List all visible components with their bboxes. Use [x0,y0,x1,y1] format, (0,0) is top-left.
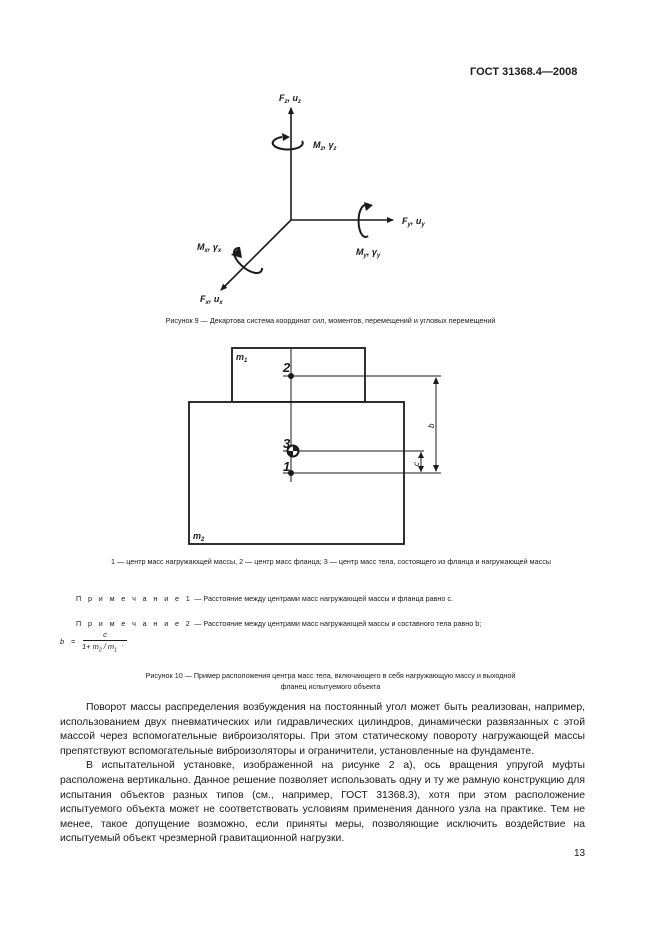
figure-9-coordinate-diagram [0,0,661,340]
page-number: 13 [574,848,586,859]
figure-9-caption: Рисунок 9 — Декартова система координат сил, моментов, перемещений и угловых перемещений [165,316,496,325]
figure-10-caption: Рисунок 10 — Пример расположения центра масс тела, включающего в себя нагружающую массу и выходной фланец испытуемого объекта [145,671,516,691]
dim-c-label: c [412,462,421,466]
loading-mass-block [232,348,365,402]
point-1-label: 1 [283,459,291,474]
point-3-label: 3 [283,436,291,451]
figure-10-mass-diagram [0,340,661,550]
note-2: П р и м е ч а н и е 2 — Расстояние между центрами масс нагружающей массы и составного тела равно b; [76,619,482,628]
standard-number: ГОСТ 31368.4—2008 [470,66,578,78]
x-axis-label: $F_x$, $u_x$ [200,294,223,306]
paragraph-1: Поворот массы распределения возбуждения на постоянный угол может быть реализован, например, использованием двух пневматических или гидравлических цилиндров, динамически развязанных с этой массой через вспомогательные виброизоляторы. При этом статическому повороту нагружающей массы препятствуют вспомогательные виброизоляторы и ограничители, установленные на фундаменте. [60,702,585,757]
mass2-label: $m_2$ [193,531,205,543]
y-moment-label: $M_y$, $\gamma_y$ [356,247,381,259]
note-1: П р и м е ч а н и е 1 — Расстояние между центрами масс нагружающей массы и фланца равно c. [76,594,453,603]
figure-10-legend: 1 — центр масс нагружающей массы, 2 — центр масс фланца; 3 — центр масс тела, состоящего из фланца и нагружающей массы [111,557,551,566]
paragraph-2: В испытательной установке, изображенной на рисунке 2 а), ось вращения упругой муфты расположена вертикально. Данное решение позволяет использовать одну и ту же рамную конструкцию для испытания объектов разных типов (см., например, ГОСТ 31368.3), хотя при этом расположение испытуемого объекта может не соответствовать условиям применения данного узла на практике. Тем не менее, такое допущение возможно, если приняты меры, позволяющие исключить воздействие на испытуемый объект чрезмерной гравитационной нагрузки. [60,760,585,845]
body-text [60,701,585,847]
z-moment-label: $M_z$, $\gamma_z$ [313,140,337,152]
mass1-label: $m_1$ [236,352,248,364]
dim-b-label: b [427,423,436,428]
z-axis-label: $F_z$, $u_z$ [279,93,302,105]
y-axis-label: $F_y$, $u_y$ [402,216,425,228]
moment-x-rotation-icon [231,247,262,273]
point-2-label: 2 [283,360,291,375]
x-moment-label: $M_x$, $\gamma_x$ [197,242,222,254]
moment-z-rotation-icon [273,133,303,150]
